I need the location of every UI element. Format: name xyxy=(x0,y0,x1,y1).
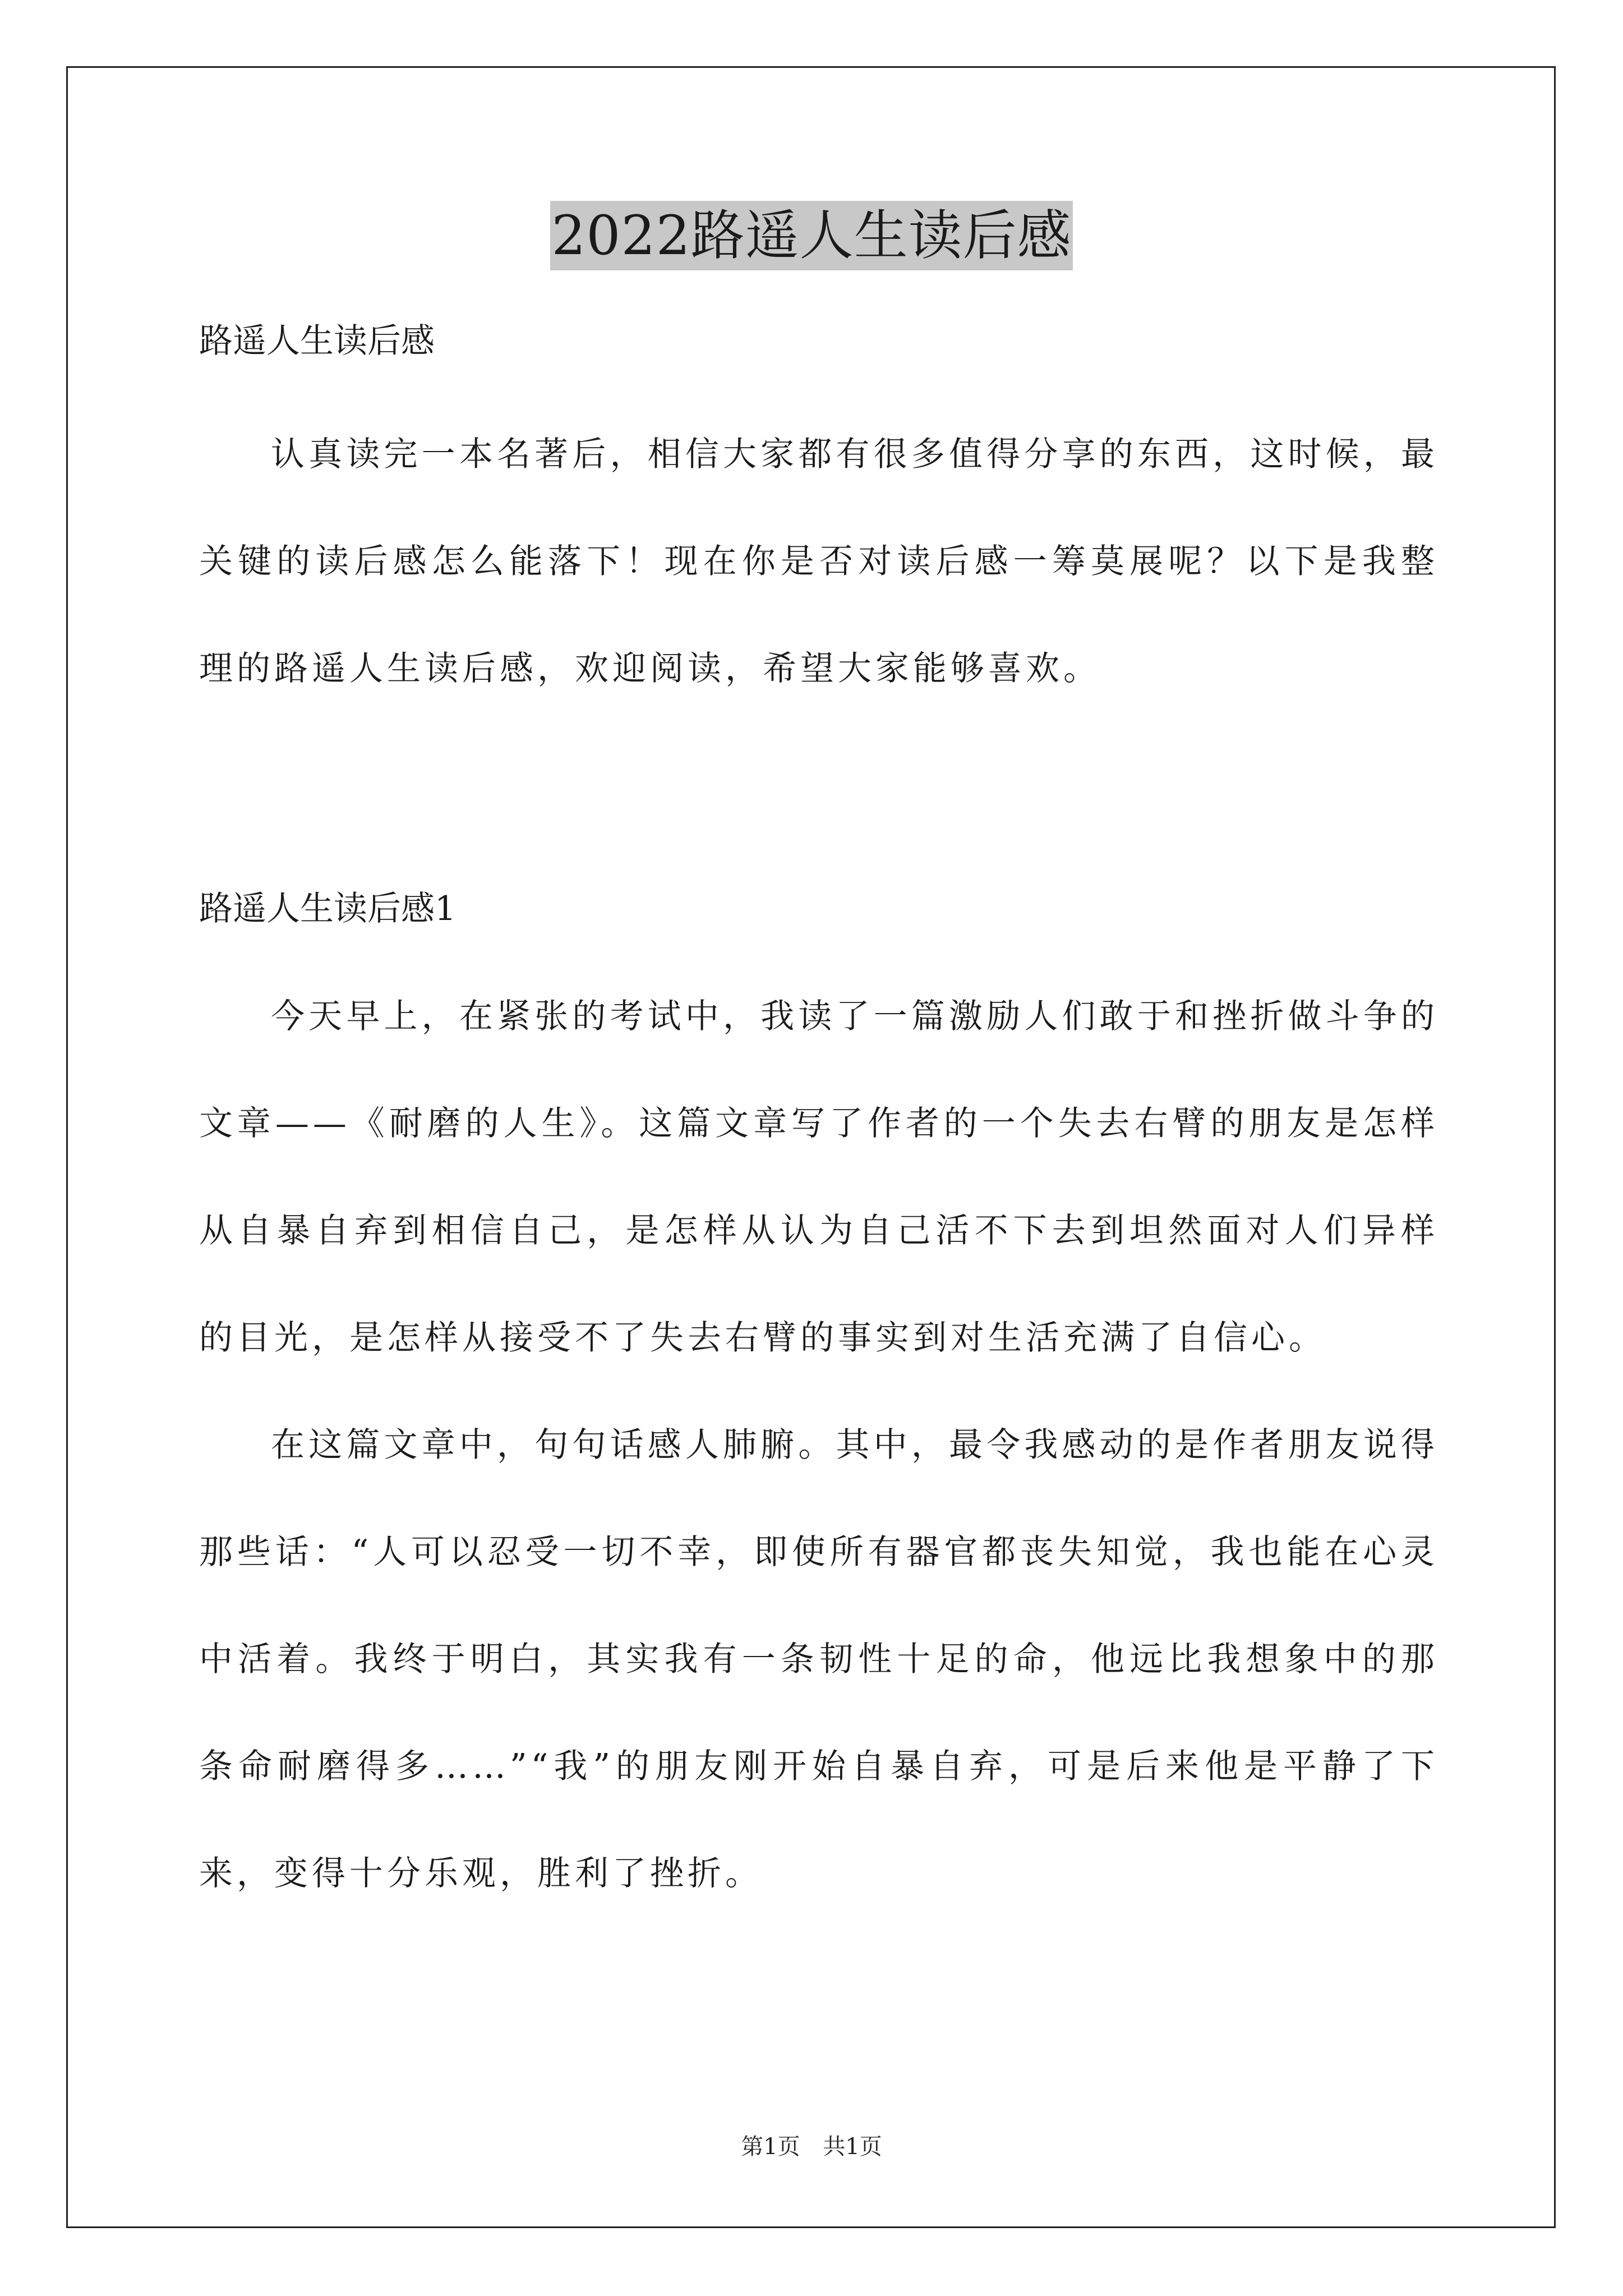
main-heading: 路遥人生读后感 xyxy=(199,321,435,361)
document-title: 2022路遥人生读后感 xyxy=(550,201,1072,270)
intro-paragraph: 认真读完一本名著后，相信大家都有很多值得分享的东西，这时候，最关键的读后感怎么能落下！现在你是否对读后感一筹莫展呢？以下是我整理的路遥人生读后感，欢迎阅读，希望大家能够喜欢。 xyxy=(199,435,1438,688)
page-number-current: 第1页 xyxy=(741,2134,800,2160)
body-paragraph-1: 今天早上，在紧张的考试中，我读了一篇激励人们敢于和挫折做斗争的文章——《耐磨的人生》。这篇文章写了作者的一个失去右臂的朋友是怎样从自暴自弃到相信自己，是怎样从认为自己活不下去到坦然面对人们异样的目光，是怎样从接受不了失去右臂的事实到对生活充满了自信心。 xyxy=(199,997,1438,1358)
title-container xyxy=(0,201,1623,270)
page-footer xyxy=(0,2133,1623,2161)
section-heading-1: 路遥人生读后感1 xyxy=(199,889,457,928)
page-number-total: 共1页 xyxy=(823,2134,882,2160)
body-paragraph-2: 在这篇文章中，句句话感人肺腑。其中，最令我感动的是作者朋友说得那些话：“人可以忍受一切不幸，即使所有器官都丧失知觉，我也能在心灵中活着。我终于明白，其实我有一条韧性十足的命，他远比我想象中的那条命耐磨得多……”“我”的朋友刚开始自暴自弃，可是后来他是平静了下来，变得十分乐观，胜利了挫折。 xyxy=(199,1425,1438,1893)
document-body xyxy=(199,314,1438,1927)
